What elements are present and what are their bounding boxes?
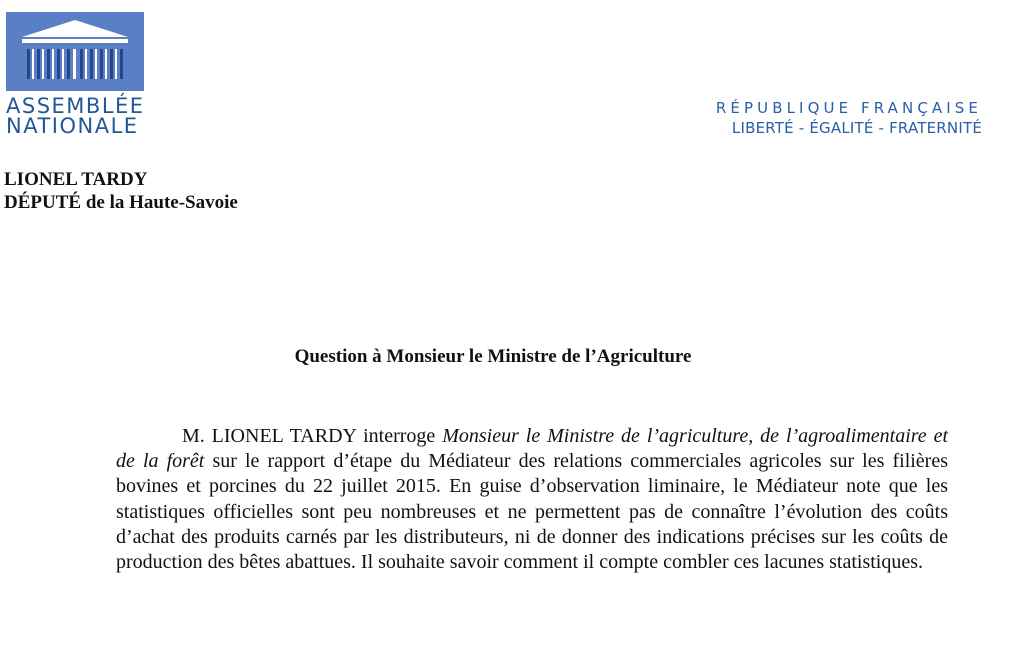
minister-name: Monsieur le Ministre de l’agriculture, de l’agroalimentaire et de la forêt [116, 425, 949, 473]
logo-line-assemblee: ASSEMBLÉE [6, 94, 145, 118]
republic-motto: LIBERTÉ - ÉGALITÉ - FRATERNITÉ [731, 119, 982, 137]
question-text: sur le rapport d’étape du Médiateur des relations commerciales agricoles sur les filières bovines et porcines du 22 juillet 2015. En guise d’observation liminaire, le Médiateur note que les statistiques officielles sont peu nombreuses et ne permettent pas de connaître l’évolution des coûts d’achat des produits carnés par les distributeurs, ni de donner des indications précises sur les coûts de production des bêtes abattues. Il souhaite savoir comment il compte combler ces lacunes statistiques. [116, 450, 949, 574]
republique-francaise: RÉPUBLIQUE FRANÇAISE [715, 99, 982, 117]
logo-wordmark [6, 96, 144, 136]
republique-header [716, 98, 982, 138]
question-title: Question à Monsieur le Ministre de l’Agriculture [294, 346, 692, 367]
deputy-block [4, 168, 238, 214]
assemblee-building-icon [6, 12, 144, 91]
question-body [116, 424, 948, 575]
deputy-title: DÉPUTÉ de la Haute-Savoie [4, 192, 238, 213]
logo-line-nationale: NATIONALE [6, 114, 139, 138]
assemblee-nationale-logo [6, 12, 144, 136]
question-intro: M. LIONEL TARDY interroge [182, 425, 443, 447]
deputy-name: LIONEL TARDY [4, 169, 148, 190]
